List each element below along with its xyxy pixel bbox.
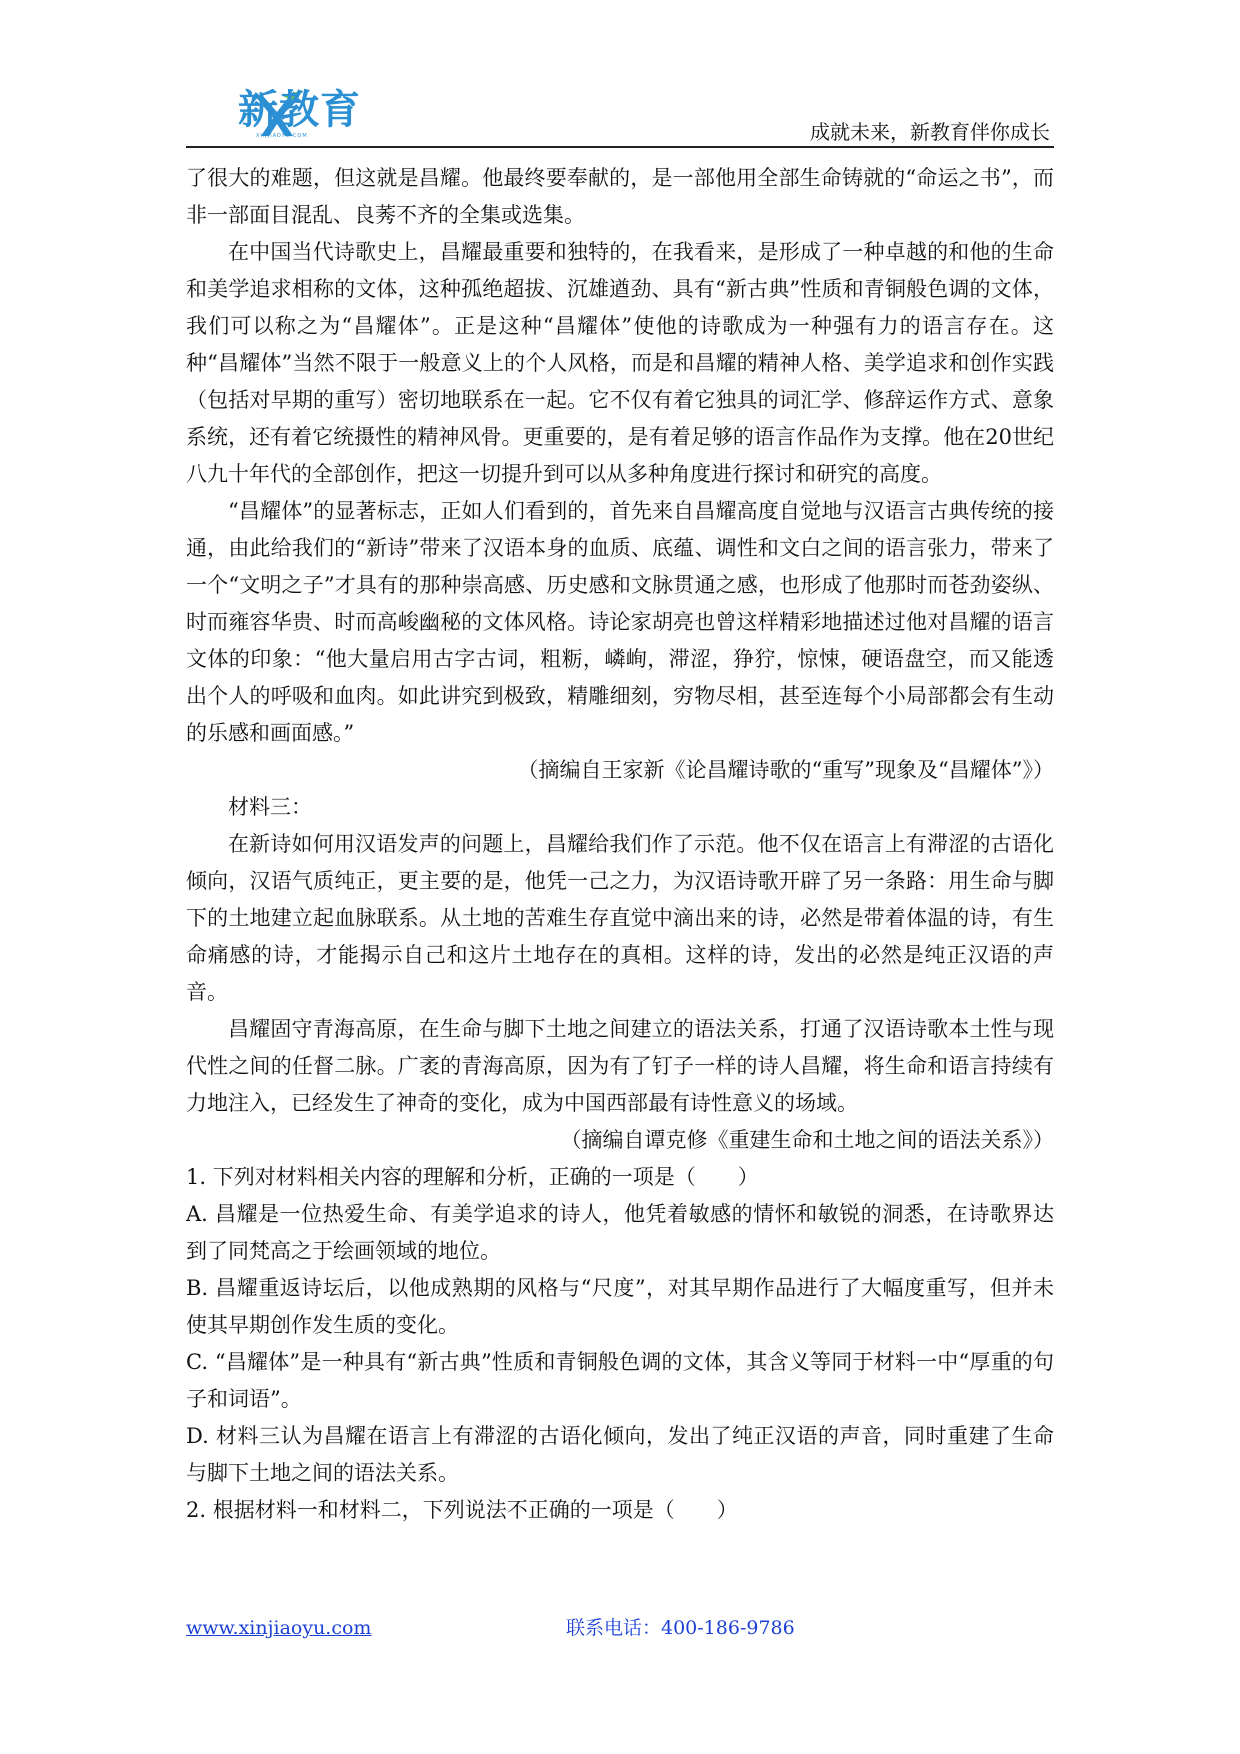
- paragraph: 在新诗如何用汉语发声的问题上，昌耀给我们作了示范。他不仅在语言上有滞涩的古语化倾向，汉语气质纯正，更主要的是，他凭一己之力，为汉语诗歌开辟了另一条路：用生命与脚下的土地建立起血脉联系。从土地的苦难生存直觉中滴出来的诗，必然是带着体温的诗，有生命痛感的诗，才能揭示自己和这片土地存在的真相。这样的诗，发出的必然是纯正汉语的声音。: [186, 832, 1054, 1004]
- option-c: C. “昌耀体”是一种具有“新古典”性质和青铜般色调的文体，其含义等同于材料一中“厚重的句子和词语”。: [186, 1350, 1054, 1411]
- logo-text: 新教育: [238, 87, 361, 133]
- source-citation: （摘编自王家新《论昌耀诗歌的“重写”现象及“昌耀体”》）: [517, 758, 1054, 782]
- contact-phone: 联系电话：400-186-9786: [566, 1617, 795, 1639]
- paragraph: “昌耀体”的显著标志，正如人们看到的，首先来自昌耀高度自觉地与汉语言古典传统的接通，由此给我们的“新诗”带来了汉语本身的血质、底蕴、调性和文白之间的语言张力，带来了一个“文明之子”才具有的那种崇高感、历史感和文脉贯通之感，也形成了他那时而苍劲姿纵、时而雍容华贵、时而高峻幽秘的文体风格。诗论家胡亮也曾这样精彩地描述过他对昌耀的语言文体的印象：“他大量启用古字古词，粗粝，嶙峋，滞涩，狰狞，惊悚，硬语盘空，而又能透出个人的呼吸和血肉。如此讲究到极致，精雕细刻，穷物尽相，甚至连每个小局部都会有生动的乐感和画面感。”: [186, 499, 1054, 745]
- question-stem: 2. 根据材料一和材料二，下列说法不正确的一项是（ ）: [186, 1498, 738, 1522]
- website-link[interactable]: www.xinjiaoyu.com: [186, 1617, 372, 1639]
- section-heading: 材料三：: [228, 795, 312, 819]
- paragraph: 在中国当代诗歌史上，昌耀最重要和独特的，在我看来，是形成了一种卓越的和他的生命和美学追求相称的文体，这种孤绝超拔、沉雄遒劲、具有“新古典”性质和青铜般色调的文体，我们可以称之为“昌耀体”。正是这种“昌耀体”使他的诗歌成为一种强有力的语言存在。这种“昌耀体”当然不限于一般意义上的个人风格，而是和昌耀的精神人格、美学追求和创作实践（包括对早期的重写）密切地联系在一起。它不仅有着它独具的词汇学、修辞运作方式、意象系统，还有着它统摄性的精神风骨。更重要的，是有着足够的语言作品作为支撑。他在20世纪八九十年代的全部创作，把这一切提升到可以从多种角度进行探讨和研究的高度。: [186, 240, 1054, 486]
- paragraph: 昌耀固守青海高原，在生命与脚下土地之间建立的语法关系，打通了汉语诗歌本土性与现代性之间的任督二脉。广袤的青海高原，因为有了钉子一样的诗人昌耀，将生命和语言持续有力地注入，已经发生了神奇的变化，成为中国西部最有诗性意义的场域。: [186, 1017, 1054, 1115]
- logo-subtext: XINJIAOYU.COM: [256, 133, 308, 139]
- document-body: [186, 160, 1054, 1529]
- option-a: A. 昌耀是一位热爱生命、有美学追求的诗人，他凭着敏感的情怀和敏锐的洞悉，在诗歌界达到了同梵高之于绘画领域的地位。: [186, 1202, 1054, 1263]
- option-d: D. 材料三认为昌耀在语言上有滞涩的古语化倾向，发出了纯正汉语的声音，同时重建了生命与脚下土地之间的语法关系。: [186, 1424, 1054, 1485]
- option-b: B. 昌耀重返诗坛后，以他成熟期的风格与“尺度”，对其早期作品进行了大幅度重写，但并未使其早期创作发生质的变化。: [186, 1276, 1054, 1337]
- question-stem: 1. 下列对材料相关内容的理解和分析，正确的一项是（ ）: [186, 1165, 759, 1189]
- header-slogan: 成就未来，新教育伴你成长: [810, 120, 1050, 144]
- header-divider: [186, 146, 1054, 148]
- paragraph: 了很大的难题，但这就是昌耀。他最终要奉献的，是一部他用全部生命铸就的“命运之书”，而非一部面目混乱、良莠不齐的全集或选集。: [186, 166, 1054, 227]
- source-citation: （摘编自谭克修《重建生命和土地之间的语法关系》）: [560, 1128, 1054, 1152]
